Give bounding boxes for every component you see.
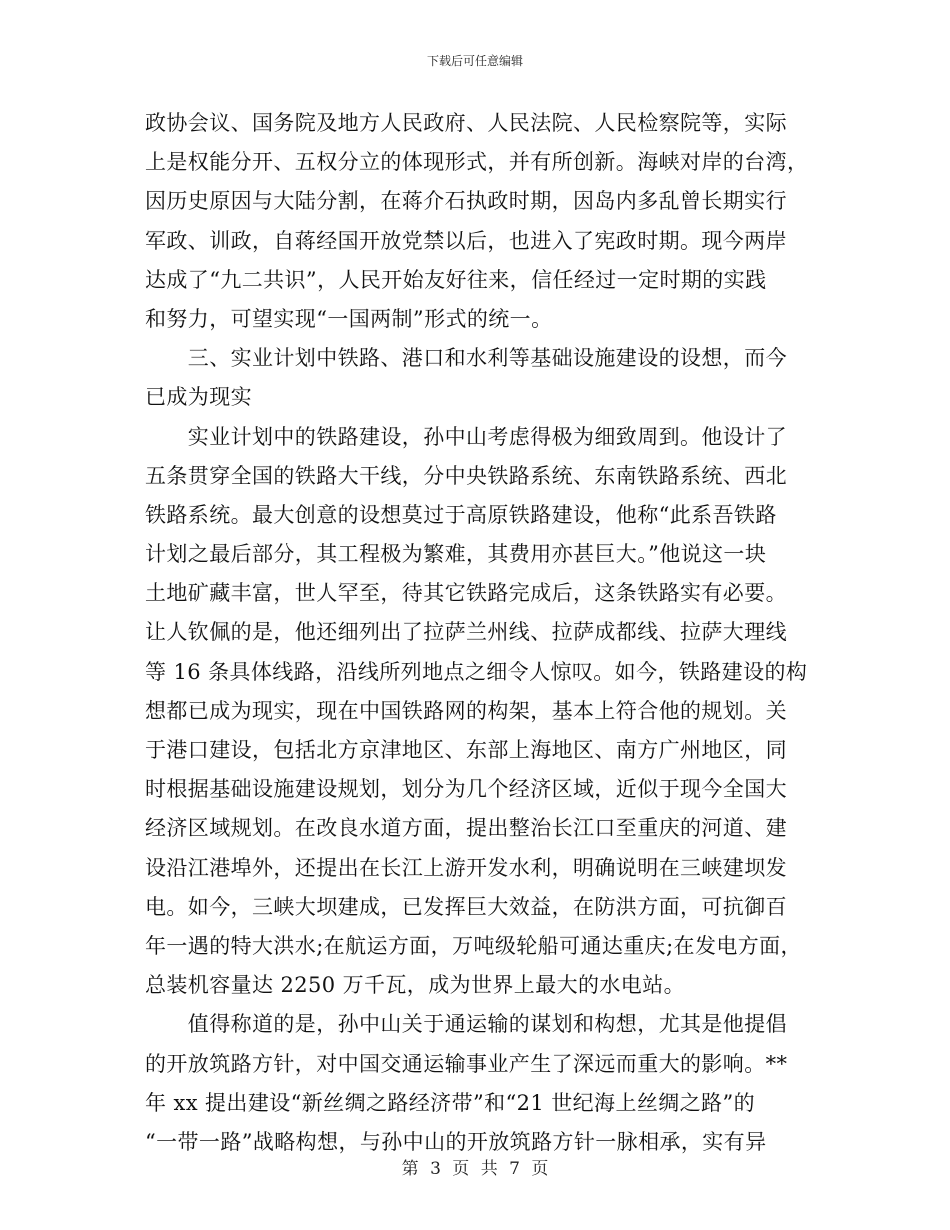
text-line: 总装机容量达 2250 万千瓦，成为世界上最大的水电站。 xyxy=(145,973,685,998)
text-line: 设沿江港埠外，还提出在长江上游开发水利，明确说明在三峡建坝发 xyxy=(145,855,787,880)
text-line: 于港口建设，包括北方京津地区、东部上海地区、南方广州地区，同 xyxy=(145,738,787,762)
text-line: 政协会议、国务院及地方人民政府、人民法院、人民检察院等，实际 xyxy=(145,111,787,135)
text-line: 等 16 条具体线路，沿线所列地点之细令人惊叹。如今，铁路建设的构 xyxy=(145,659,808,684)
text-line: 年一遇的特大洪水;在航运方面，万吨级轮船可通达重庆;在发电方面， xyxy=(145,933,802,958)
text-line: 经济区域规划。在改良水道方面，提出整治长江口至重庆的河道、建 xyxy=(145,816,787,841)
text-line: 电。如今，三峡大坝建成，已发挥巨大效益，在防洪方面，可抗御百 xyxy=(145,894,787,919)
text-line: “一带一路”战略构想，与孙中山的开放筑路方针一脉相承，实有异 xyxy=(145,1129,767,1154)
text-line: 五条贯穿全国的铁路大干线，分中央铁路系统、东南铁路系统、西北 xyxy=(145,463,787,488)
text-line: 年 xx 提出建设“新丝绸之路经济带”和“21 世纪海上丝绸之路”的 xyxy=(145,1090,755,1115)
text-line: 的开放筑路方针，对中国交通运输事业产生了深远而重大的影响。** xyxy=(145,1051,788,1076)
text-line: 时根据基础设施建设规划，划分为几个经济区域，近似于现今全国大 xyxy=(145,777,787,802)
text-line: 和努力，可望实现“一国两制”形式的统一。 xyxy=(145,306,553,331)
text-line: 铁路系统。最大创意的设想莫过于高原铁路建设，他称“此系吾铁路 xyxy=(145,502,777,527)
page-header-note: 下载后可任意编辑 xyxy=(426,54,523,68)
body-text xyxy=(145,104,809,1162)
text-line: 实业计划中的铁路建设，孙中山考虑得极为细致周到。他设计了 xyxy=(145,424,787,449)
text-line: 计划之最后部分，其工程极为繁难，其费用亦甚巨大。”他说这一块 xyxy=(145,542,767,567)
text-line: 让人钦佩的是，他还细列出了拉萨兰州线、拉萨成都线、拉萨大理线 xyxy=(145,620,787,645)
text-line: 土地矿藏丰富，世人罕至，待其它铁路完成后，这条铁路实有必要。 xyxy=(145,581,787,606)
section-heading-line: 三、实业计划中铁路、港口和水利等基础设施建设的设想，而今 xyxy=(145,346,787,371)
page-number-footer: 第 3 页 共 7 页 xyxy=(401,1159,549,1179)
section-heading-line: 已成为现实 xyxy=(145,385,252,410)
text-line: 因历史原因与大陆分割，在蒋介石执政时期，因岛内多乱曾长期实行 xyxy=(145,189,787,214)
text-line: 达成了“九二共识”，人民开始友好往来，信任经过一定时期的实践 xyxy=(145,267,767,292)
text-line: 值得称道的是，孙中山关于通运输的谋划和构想，尤其是他提倡 xyxy=(145,1012,787,1037)
text-line: 军政、训政，自蒋经国开放党禁以后，也进入了宪政时期。现今两岸 xyxy=(145,228,787,253)
text-line: 想都已成为现实，现在中国铁路网的构架，基本上符合他的规划。关 xyxy=(145,698,787,723)
text-line: 上是权能分开、五权分立的体现形式，并有所创新。海峡对岸的台湾， xyxy=(145,150,809,175)
